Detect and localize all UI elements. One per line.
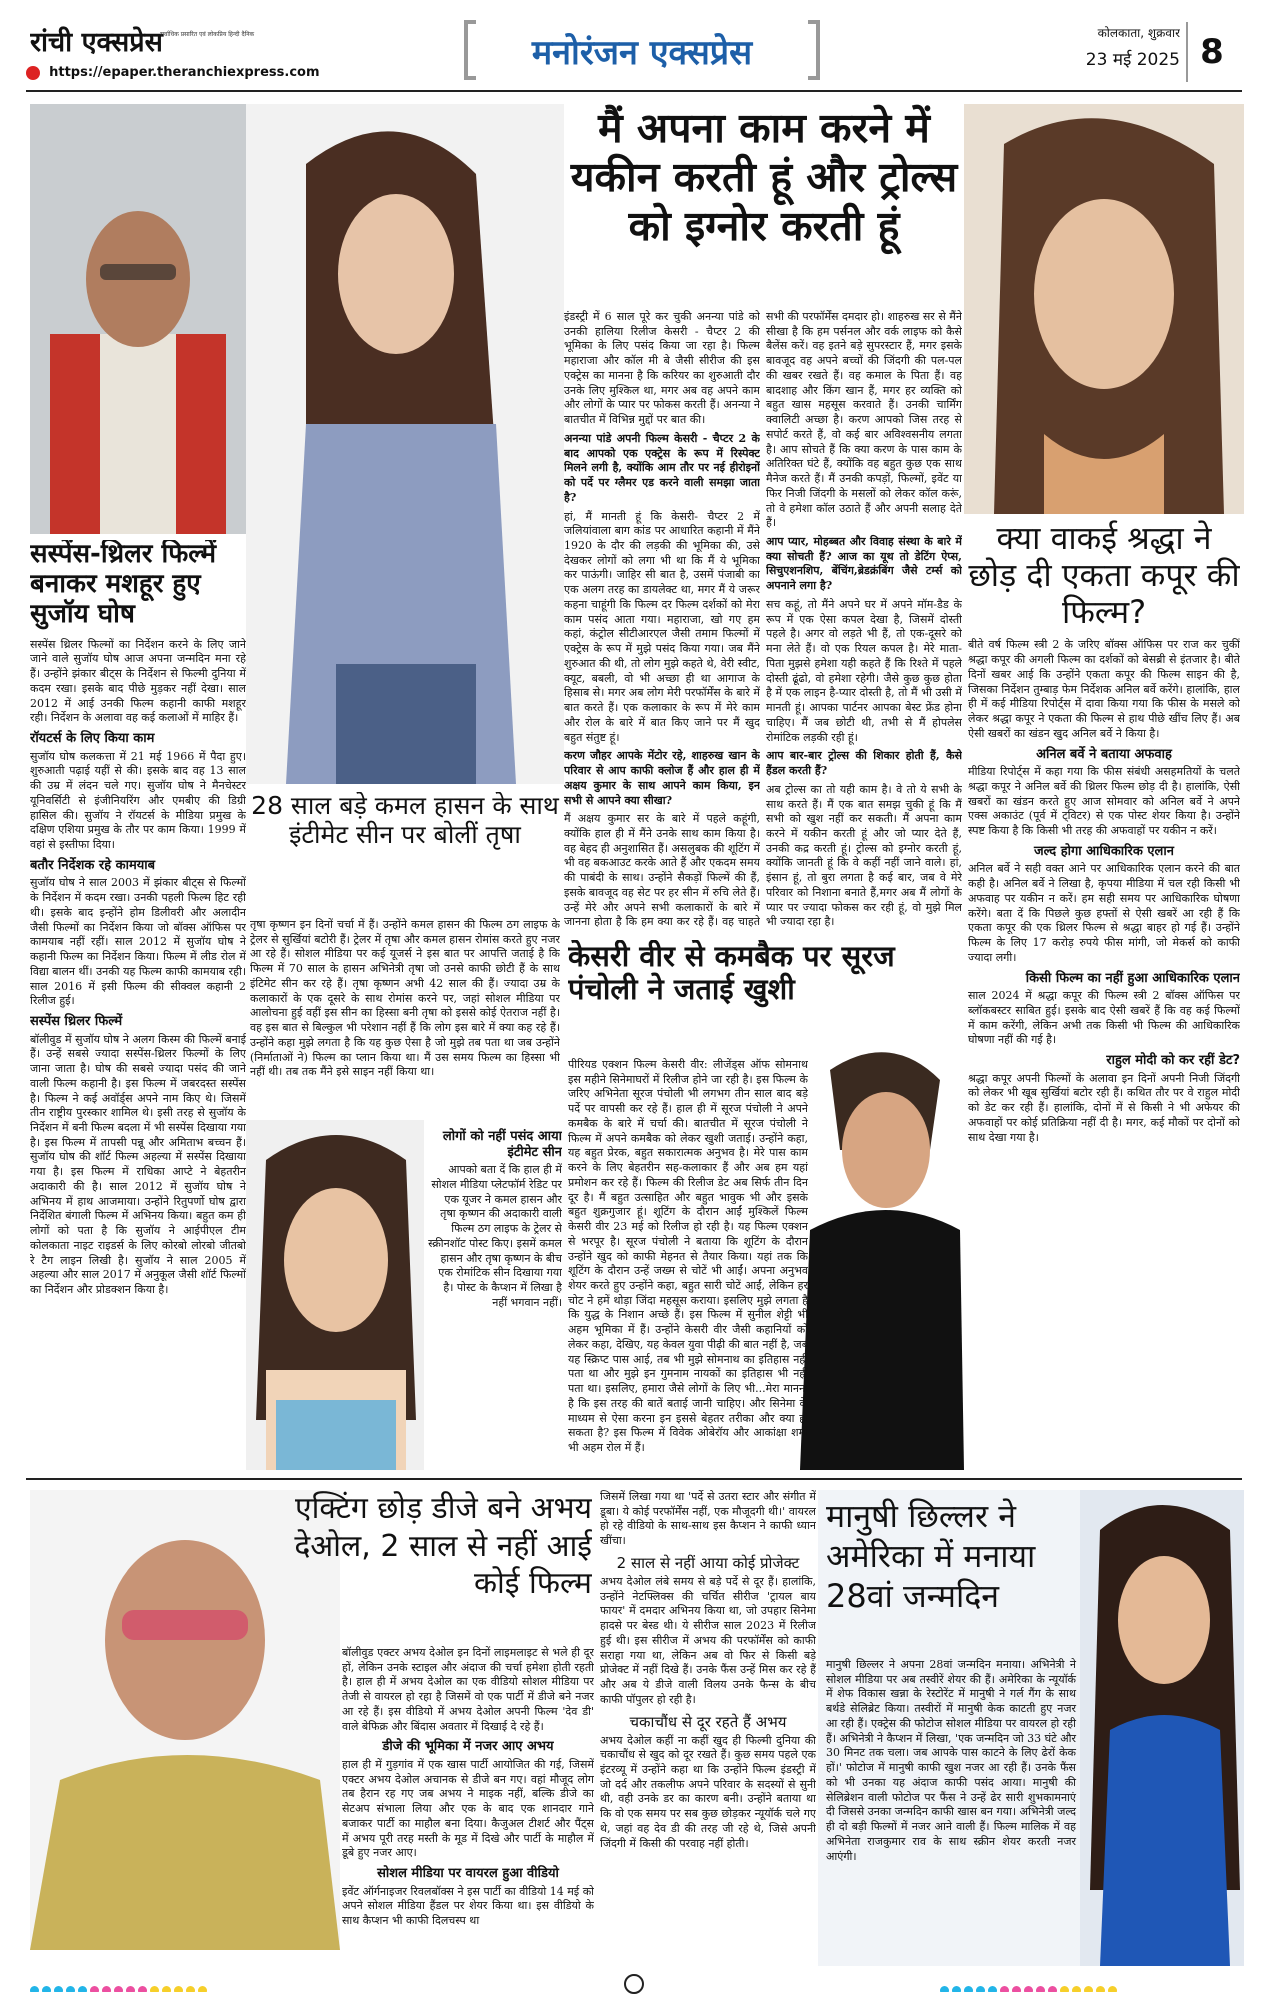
sujoy-headline: सस्पेंस-थ्रिलर फिल्में बनाकर मशहूर हुए सुजॉय घोष (30, 540, 217, 629)
register-dot (138, 1986, 147, 1992)
register-dot (42, 1986, 51, 1992)
register-dot (54, 1986, 63, 1992)
register-dot (1048, 1986, 1057, 1992)
bottom-rule (26, 1478, 1242, 1480)
sooraj-text (568, 1058, 808, 1468)
ananya-col-2 (766, 310, 962, 930)
sujoy-sub-2: बतौर निर्देशक रहे कामयाब (30, 857, 156, 873)
abhay-sub-1: डीजे की भूमिका में नजर आए अभय (382, 1739, 554, 1755)
ananya-col-1 (564, 310, 760, 930)
register-dot (78, 1986, 87, 1992)
epaper-url[interactable]: https://epaper.theranchiexpress.com (49, 65, 320, 80)
ananya-question-2: करण जौहर आपके मेंटोर रहे, शाहरुख खान के परिवार से आप काफी क्लोज हैं और हाल ही में अक्षय कुमार के साथ आपने काम किया, इन सभी से आपने क्या सीखा? (564, 749, 760, 807)
register-dot (940, 1986, 949, 1992)
ananya-question-1: अनन्या पांडे अपनी फिल्म केसरी - चैप्टर 2 के बाद आपको एक एक्ट्रेस के रूप में रिस्पेक्ट मिलने लगी है, क्योंकि आम तौर पर नई हीरोइनों को पर्दे पर ग्लैमर एड करने वाली समझा जाता है? (564, 431, 760, 504)
register-dot (126, 1986, 135, 1992)
abhay-text-1: हाल ही में गुड़गांव में एक खास पार्टी आयोजित की गई, जिसमें एक्टर अभय देओल अचानक से डीजे बन गए। वहां मौजूद लोग तब हैरान रह गए जब अभय ने माइक नहीं, बल्कि डीजे का सेटअप संभाला लिया और एक के बाद एक शानदार गाने बजाकर पार्टी का माहौल बना दिया। कैजुअल टीशर्ट और पैंट्स में अभय पूरी तरह मस्ती के मूड में दिखे और पार्टी के माहौल में डूबे हुए नजर आए। (342, 1758, 594, 1860)
register-dot (1012, 1986, 1021, 1992)
register-dot (174, 1986, 183, 1992)
register-dot (976, 1986, 985, 1992)
register-dot (66, 1986, 75, 1992)
abhay-sub-2: सोशल मीडिया पर वायरल हुआ वीडियो (377, 1866, 559, 1882)
url-bar (26, 62, 346, 82)
masthead (0, 0, 1268, 92)
register-dot (1072, 1986, 1081, 1992)
register-dot (952, 1986, 961, 1992)
ananya-para-1: इंडस्ट्री में 6 साल पूरे कर चुकी अनन्या पांडे को उनकी हालिया रिलीज केसरी - चैप्टर 2 की भूमिका के लिए पसंद किया जा रहा है। फिल्म महाराजा और कॉल मी बे जैसी सीरीज की इस एक्ट्रेस का मानना है कि करियर का शुरुआती दौर उनके लिए मुश्किल था, मगर अब वह अपने काम और लोगों के प्यार पर फोकस करती हैं। अनन्या ने बातचीत में विभिन्न मुद्दों पर बात की। (564, 310, 760, 427)
abhay-sub-4: चकाचौंध से दूर रहते हैं अभय (629, 1712, 787, 1731)
abhay-headline: एक्टिंग छोड़ डीजे बने अभय देओल, 2 साल से नहीं आई कोई फिल्म (294, 1491, 592, 1601)
sooraj-headline: केसरी वीर से कमबैक पर सूरज पंचोली ने जताई खुशी (568, 940, 895, 1007)
abhay-intro: बॉलीवुड एक्टर अभय देओल इन दिनों लाइमलाइट से भले ही दूर हों, लेकिन उनके स्टाइल और अंदाज की चर्चा हमेशा होती रहती है। हाल ही में अभय देओल का एक वीडियो सोशल मीडिया पर तेजी से वायरल हो रहा है जिसमें वो एक पार्टी में डीजे बने नजर आ रहे हैं। इस वीडियो में अभय देओल अपनी फिल्म 'देव डी' वाले बेफिक्र और बिंदास अवतार में दिखाई दे रहे हैं। (342, 1646, 594, 1733)
ananya-headline-box (568, 104, 960, 304)
ananya-para-2: हां, मैं मानती हूं कि केसरी- चैप्टर 2 में जलियांवाला बाग कांड पर आधारित कहानी में मैंने 1920 के दौर की लड़की की भूमिका की, उसे देखकर लोगों को लगा भी था कि मैं ये भूमिका कर पाऊंगी। जाहिर सी बात है, उसमें पंजाबी का एक अलग तरह का डायलेक्ट था, मगर मैं ये जरूर कहना चाहूंगी कि फिल्म दर फिल्म दर्शकों को मेरा काम पसंद आता गया। महाराजा, खो गए हम कहां, कंट्रोल सीटीआरएल जैसी तमाम फिल्मों में एक्ट्रेस के रूप में मुझे पसंद किया गया। जब मैंने शुरुआत की थी, तो लोग मुझे कहते थे, वेरी स्वीट, क्यूट, बबली, वो भी अच्छा ही था आगाज के हिसाब से। मगर अब लोग मेरी परफॉर्मेंस के बारे में बात करते हैं। एक कलाकार के रूप में मेरे काम और रोल के बारे में बात किए जाने पर मैं खुद बहुत संतुष्ट हूं। (564, 509, 760, 744)
ananya-headline: मैं अपना काम करने में यकीन करती हूं और ट्रोल्स को इग्नोर करती हूं (570, 104, 958, 251)
manushi-chhillar-photo (1080, 1490, 1244, 1966)
ananya-para-6: अब ट्रोल्स का तो यही काम है। वे तो ये सभी के साथ करते हैं। मैं एक बात समझ चुकी हूं कि मैं सभी को खुश नहीं कर सकती। मैं अपना काम करने में यकीन करती हूं और जो प्यार देते हैं, उनकी कद्र करती हूं। ट्रोल्स को इग्नोर करती हूं, क्योंकि जानती हूं कि वे कहीं नहीं जाने वाले। हां, इंसान हूं, तो बुरा लगता है कई बार, जब वे मेरे परिवार को निशाना बनाते हैं,मगर अब मैं लोगों के प्यार पर ज्यादा फोकस कर रही हूं, वो मुझे मिल भी ज्यादा रहा है। (766, 782, 962, 929)
trisha-para: तृषा कृष्णन इन दिनों चर्चा में हैं। उन्होंने कमल हासन की फिल्म ठग लाइफ के ट्रेलर से सुर्खियां बटोरी हैं। ट्रेलर में तृषा और कमल हासन रोमांस करते हुए नजर आ रहे हैं। सोशल मीडिया पर कई यूजर्स ने इस बात पर आपत्ति जताई है कि फिल्म में 70 साल के हासन अभिनेत्री तृषा जो उनसे काफी छोटी हैं के साथ इंटिमेट सीन कर रहे हैं। तृषा कृष्णन अभी 42 साल की हैं। ज्यादा उम्र के कलाकारों के एक दूसरे के साथ रोमांस करने पर, जहां सोशल मीडिया पर आलोचना हुई वहीं इस सीन का हिस्सा बनी तृषा को इससे कोई ऐतराज नहीं है। वह इस बात से बिल्कुल भी परेशान नहीं हैं कि लोग इस बारे में क्या कह रहे हैं। उन्होंने कहा मुझे लगता है कि यह कुछ ऐसा है जो मुझे तब पता था जब उन्होंने (निर्माताओं ने) फिल्म का प्लान किया था। मैं उस समय फिल्म का हिस्सा भी नहीं थी। तब तक मैंने इसे साइन नहीं किया था। (250, 918, 560, 1079)
sooraj-pancholi-photo (790, 1030, 964, 1470)
trisha-sub-title: लोगों को नहीं पसंद आया इंटीमेट सीन (442, 1129, 562, 1160)
trisha-headline-box (250, 792, 560, 912)
register-dot (198, 1986, 207, 1992)
manushi-text: मानुषी छिल्लर ने अपना 28वां जन्मदिन मनाया। अभिनेत्री ने सोशल मीडिया पर अब तस्वीरें शेयर की हैं। अमेरिका के न्यूयॉर्क में शेफ विकास खन्ना के रेस्टोरेंट में मानुषी ने गर्ल गैंग के साथ बर्थडे सेलिब्रेट किया। तस्वीरों में मानुषी केक काटती हुए नजर आ रही हैं। एक्ट्रेस की फोटोज सोशल मीडिया पर वायरल हो रही हैं। अभिनेत्री ने कैप्शन में लिखा, 'एक जन्मदिन जो 33 घंटे और 30 मिनट तक चला। जब आपके पास काटने के लिए ढेरों केक हों।' फोटोज में मानुषी काफी खुश नजर आ रही हैं। उनके फैंस को भी उनका यह अंदाज काफी पसंद आया। मानुषी की सेलिब्रेशन वाली फोटोज पर फैंस ने उन्हें ढेर सारी शुभकामनाएं दी जिससे उनका जन्मदिन काफी खास बन गया। अभिनेत्री जल्द ही दो बड़ी फिल्मों में नजर आने वाली हैं। फिल्म मालिक में वह अभिनेता राजकुमार राव के साथ स्क्रीन शेयर करती नजर आएंगी। (826, 1658, 1076, 1863)
trisha-photo (246, 1120, 424, 1470)
shraddha-text-4: श्रद्धा कपूर अपनी फिल्मों के अलावा इन दिनों अपनी निजी जिंदगी को लेकर भी खूब सुर्खियां बटोर रही हैं। कथित तौर पर वे राहुल मोदी को डेट कर रही हैं। हालांकि, दोनों में से किसी ने भी अफेयर की अफवाहों पर कोई प्रतिक्रिया नहीं दी है। मगर, कई मौकों पर दोनों को साथ देखा गया है। (968, 1071, 1240, 1144)
dateline (1040, 24, 1180, 84)
section-title: मनोरंजन एक्सप्रेस (531, 33, 753, 73)
abhay-col-2 (600, 1490, 816, 1966)
register-dot (988, 1986, 997, 1992)
color-register-left (30, 1980, 330, 1992)
ananya-question-3: आप प्यार, मोहब्बत और विवाह संस्था के बारे में क्या सोचती हैं? आज का यूथ तो डेटिंग ऐप्स, सिचुएशनशिप, बेंचिंग,ब्रेडक्रंबिंग जैसे टर्म्स को अपनाने लगा है? (766, 535, 962, 593)
register-dot (186, 1986, 195, 1992)
register-dot (1096, 1986, 1105, 1992)
trisha-sub-text: आपको बता दें कि हाल ही में सोशल मीडिया प्लेटफॉर्म रेडिट पर एक यूजर ने कमल हासन और तृषा कृष्णन की अदाकारी वाली फिल्म ठग लाइफ के ट्रेलर से स्क्रीनशॉट पोस्ट किए। इसमें कमल हासन और तृषा कृष्णन के बीच एक रोमांटिक सीन दिखाया गया है। पोस्ट के कैप्शन में लिखा है नहीं भगवान नहीं। (428, 1163, 562, 1309)
city-day: कोलकाता, शुक्रवार (1097, 26, 1180, 40)
manushi-headline: मानुषी छिल्लर ने अमेरिका में मनाया 28वां जन्मदिन (826, 1497, 1036, 1615)
ananya-para-5: सच कहूं, तो मैंने अपने घर में अपने मॉम-डैड के रूप में एक ऐसा कपल देखा है, जिसमें दोस्ती पहले है। अगर वो लड़ते भी हैं, तो एक-दूसरे को मना लेते हैं। वो एक रियल कपल है। मेरे माता-पिता मुझसे हमेशा यही कहते हैं कि रिश्ते में पहले दोस्ती ढूंढो, वो हमेशा रहेगी। जैसे कुछ कुछ होता है में एक लाइन है-प्यार दोस्ती है, तो मैं भी उसी में मानती हूं। आपका पार्टनर आपका बेस्ट फ्रेंड होना चाहिए। मैं जब छोटी थी, तभी से मैं होपलेस रोमांटिक लड़की रही हूं। (766, 597, 962, 744)
ananya-question-4: आप बार-बार ट्रोल्स की शिकार होती हैं, कैसे हैंडल करती हैं? (766, 749, 962, 778)
ananya-para-4: सभी की परफॉर्मेंस दमदार हो। शाहरुख सर से मैंने सीखा है कि हम पर्सनल और वर्क लाइफ को कैसे बैलेंस करें। वह इतने बड़े सुपरस्टार हैं, मगर इसके बावजूद वह अपने बच्चों की जिंदगी की पल-पल की खबर रखते हैं। वह कमाल के पिता हैं। वह बादशाह और किंग खान हैं, मगर हर व्यक्ति को बहुत खास महसूस करवाते हैं। उनकी चार्मिंग क्वालिटी अच्छा है। करण आपको जिस तरह से सपोर्ट करते हैं, वो कई बार अविश्वसनीय लगता है। आप सोचते हैं कि क्या करण के पास काम के अतिरिक्त घंटे हैं, क्योंकि वह बहुत कुछ एक साथ मैनेज करते हैं। मैं उनकी कपड़ों, फिल्मों, इवेंट या फिर निजी जिंदगी के मसलों को लेकर कॉल करूं, तो वे हमेशा कॉल उठाते हैं और अपनी सलाह देते हैं। (766, 310, 962, 530)
shraddha-sub-3: किसी फिल्म का नहीं हुआ आधिकारिक एलान (1025, 970, 1240, 986)
abhay-text-2: इवेंट ऑर्गनाइजर रिवलबॉक्स ने इस पार्टी का वीडियो 14 मई को अपने सोशल मीडिया हैंडल पर शेयर किया था। इस वीडियो के साथ कैप्शन भी काफी दिलचस्प था (342, 1884, 594, 1928)
register-dot (114, 1986, 123, 1992)
sujoy-ghosh-photo (30, 104, 246, 534)
register-dot (90, 1986, 99, 1992)
trisha-text (250, 918, 560, 1118)
page-number: 8 (1186, 22, 1236, 82)
sooraj-para: पीरियड एक्शन फिल्म केसरी वीर: लीजेंड्स ऑफ सोमनाथ इस महीने सिनेमाघरों में रिलीज होने जा रही है। इस फिल्म के जरिए अभिनेता सूरज पंचोली भी लगभग तीन साल बाद बड़े पर्दे पर वापसी कर रहे हैं। हाल ही में सूरज पंचोली ने अपने कमबैक के बारे में चर्चा की। बातचीत में सूरज पंचोली ने फिल्म में अपने कमबैक को लेकर खुशी जताई। उन्होंने कहा, यह बहुत प्रेरक, बहुत सकारात्मक अनुभव है। मेरे पास काम करने के लिए बेहतरीन सह-कलाकार हैं और अब हम यहां प्रमोशन कर रहे हैं। फिल्म की रिलीज डेट अब सिर्फ तीन दिन दूर है। मैं बहुत उत्साहित और बहुत भावुक भी और इसके बहुत शुक्रगुजार हूं। शूटिंग के दौरान आईं मुश्किलें फिल्म केसरी वीर 23 मई को रिलीज हो रही है। यह फिल्म एक्शन से भरपूर है। सूरज पंचोली ने बताया कि शूटिंग के दौरान उन्होंने खुद को काफी मेहनत से तैयार किया। यहां तक कि शूटिंग के दौरान उन्हें जख्म से चोटें भी आईं। अपना अनुभव शेयर करते हुए उन्होंने कहा, बहुत सारी चोटें आईं, लेकिन हर चोट ने हमें थोड़ा जिंदा महसूस कराया। इसलिए मुझे लगता है कि युद्ध के निशान अच्छे हैं। इस फिल्म में सुनील शेट्टी भी अहम भूमिका में हैं। उन्होंने केसरी वीर जैसी कहानियों को लेकर कहा, देखिए, यह केवल युवा पीढ़ी की बात नहीं है, जब यह स्क्रिप्ट पास आई, तब भी मुझे सोमनाथ का इतिहास नहीं पता था और मुझे इन गुमनाम नायकों का इतिहास भी नहीं पता था। इसलिए, हमारा जैसे लोगों के लिए भी...मेरा मानना है कि इस तरह की बातें बताई जानी चाहिए। और सिनेमा के माध्यम से ऐसा करना इन इससे बेहतर तरीका और क्या हो सकता है? इस फिल्म में विवेक ओबेरॉय और आकांक्षा शर्मा भी अहम रोल में हैं। (568, 1058, 808, 1455)
shraddha-sub-1: अनिल बर्वे ने बताया अफवाह (1036, 746, 1172, 762)
abhay-col-1 (342, 1646, 594, 1966)
shraddha-article (968, 520, 1240, 1470)
register-dot (964, 1986, 973, 1992)
footer (0, 1972, 1268, 2000)
register-dot (162, 1986, 171, 1992)
trisha-headline: 28 साल बड़े कमल हासन के साथ इंटीमेट सीन पर बोलीं तृषा (251, 792, 559, 849)
sujoy-intro: सस्पेंस थ्रिलर फिल्मों का निर्देशन करने के लिए जाने जाने वाले सुजॉय घोष आज अपना जन्मदिन मना रहे हैं। उन्होंने झंकार बीट्स के निर्देशन से फिल्मी दुनिया में कदम रखा। इसके बाद पीछे मुड़कर नहीं देखा। साल 2012 में आई उनकी फिल्म कहानी काफी मशहूर रही। निर्देशन के अलावा वह कई कलाओं में माहिर हैं। (30, 637, 246, 725)
shraddha-text-1: मीडिया रिपोर्ट्स में कहा गया कि फीस संबंधी असहमतियों के चलते श्रद्धा कपूर ने अनिल बर्वे की थ्रिलर फिल्म छोड़ दी है। हालांकि, ऐसी खबरों का खंडन करते हुए आज सोमवार को अनिल बर्वे ने अपने एक्स अकाउंट (पूर्व में ट्विटर) से एक पोस्ट शेयर किया है। उन्होंने स्पष्ट किया है कि किसी भी तरह की अफवाहों पर यकीन न करें। (968, 765, 1240, 838)
shraddha-intro: बीते वर्ष फिल्म स्त्री 2 के जरिए बॉक्स ऑफिस पर राज कर चुकीं श्रद्धा कपूर की अगली फिल्म का दर्शकों को बेसब्री से इंतजार है। बीते दिनों खबर आई कि उन्होंने एकता कपूर की फिल्म साइन की है, जिसका निर्देशन तुम्बाड़ फेम निर्देशक अनिल बर्वे करेंगे। हालांकि, हाल ही में कई मीडिया रिपोर्ट्स में दावा किया गया कि फीस के मसले को लेकर श्रद्धा कपूर ने एकता की फिल्म से हाथ पीछे खींच लिए हैं। अब ऐसी खबरों का खंडन खुद अनिल बर्वे ने किया है। (968, 638, 1240, 740)
shraddha-text-3: साल 2024 में श्रद्धा कपूर की फिल्म स्त्री 2 बॉक्स ऑफिस पर ब्लॉकबस्टर साबित हुई। इसके बाद ऐसी खबरें हैं कि वह कई फिल्मों में काम करेंगी, लेकिन अभी तक किसी भी फिल्म की आधिकारिक घोषणा नहीं की गई है। (968, 989, 1240, 1047)
shraddha-sub-4: राहुल मोदी को कर रहीं डेट? (1106, 1053, 1240, 1069)
color-register-right (940, 1980, 1240, 1992)
logo-tagline: सर्वाधिक प्रसारित एवं लोकप्रिय हिन्दी दैनिक (160, 31, 255, 38)
header-rule (26, 90, 1242, 92)
globe-icon (26, 66, 40, 80)
registration-mark-icon (624, 1974, 644, 1994)
abhay-headline-box (262, 1490, 592, 1640)
register-dot (102, 1986, 111, 1992)
sujoy-sub-1: रॉयटर्स के लिए किया काम (30, 731, 155, 747)
trisha-sub-article (428, 1124, 562, 1468)
shraddha-kapoor-photo (964, 104, 1244, 514)
sujoy-text-3: बॉलीवुड में सुजॉय घोष ने अलग किस्म की फिल्में बनाई हैं। उन्हें सबसे ज्यादा सस्पेंस-थ्रिलर फिल्मों के लिए जाना जाता है। घोष की सबसे ज्यादा पसंद की जाने वाली फिल्म कहानी है। इस फिल्म में जबरदस्त सस्पेंस है। फिल्म ने कई अवॉर्ड्स अपने नाम किए थे। जिसमें तीन राष्ट्रीय पुरस्कार शामिल थे। इसी तरह से सुजॉय के निर्देशन में बनी फिल्म बदला में भी सस्पेंस दिखाया गया है। इस फिल्म में तापसी पन्नू और अमिताभ बच्चन हैं। सुजॉय घोष की शॉर्ट फिल्म अहल्या में सस्पेंस दिखाया गया है। इस फिल्म में राधिका आप्टे ने बेहतरीन अदाकारी की है। साल 2012 में सुजॉय घोष ने अभिनय में हाथ आजमाया। उन्होंने रितुपर्णो घोष द्वारा निर्देशित बंगाली फिल्म में अभिनय किया। बहुत कम ही लोगों को पता है कि सुजॉय ने आईपीएल टीम कोलकाता नाइट राइडर्स के लिए कोरबो लोरबो जीतबो रे टैग लाइन लिखी है। सुजॉय ने साल 2005 में अहल्या और साल 2017 में अनुकूल जैसी शॉर्ट फिल्मों का निर्देशन और प्रोडक्शन किया है। (30, 1032, 246, 1297)
register-dot (1036, 1986, 1045, 1992)
ananya-panday-photo (246, 104, 564, 784)
abhay-sub-3: 2 साल से नहीं आया कोई प्रोजेक्ट (616, 1553, 800, 1572)
issue-date: 23 मई 2025 (1085, 50, 1180, 70)
ananya-para-3: मैं अक्षय कुमार सर के बारे में पहले कहूंगी, क्योंकि हाल ही में मैंने उनके साथ काम किया है। वह बेहद ही अनुशासित हैं। असलुबक की शूटिंग में भी वह बकआउट करके आते हैं और एकदम समय की पाबंदी के साथ। उन्होंने सैकड़ों फिल्में की हैं, इसके बावजूद वह सेट पर हर सीन में रुचि लेते हैं। उन्हें मेरे और अपने सभी कलाकारों के बारे में जानना होता है कि हम क्या कर रहे हैं। वह चाहते (564, 812, 760, 929)
register-dot (1060, 1986, 1069, 1992)
section-banner (462, 18, 822, 82)
register-dot (30, 1986, 39, 1992)
shraddha-sub-2: जल्द होगा आधिकारिक एलान (1034, 843, 1174, 859)
sujoy-text-1: सुजॉय घोष कलकत्ता में 21 मई 1966 में पैदा हुए। शुरुआती पढ़ाई यहीं से की। इसके बाद वह 13 साल की उम्र में लंदन चले गए। सुजॉय घोष ने मैनचेस्टर यूनिवर्सिटी से इंजीनियरिंग और एमबीए की डिग्री हासिल की। सुजॉय ने रॉयटर्स के मीडिया प्रमुख के दक्षिण एशिया प्रमुख के तौर पर काम किया। 1999 में वहां से इस्तीफा दिया। (30, 749, 246, 852)
logo-text: रांची एक्सप्रेस (30, 27, 163, 58)
register-dot (150, 1986, 159, 1992)
abhay-col2-text: जिसमें लिखा गया था 'पर्दे से उतरा स्टार और संगीत में डूबा। ये कोई परफॉर्मेंस नहीं, एक मौजूदगी थी।' वायरल हो रहे वीडियो के साथ-साथ इस कैप्शन ने काफी ध्यान खींचा। (600, 1490, 816, 1548)
register-dot (1024, 1986, 1033, 1992)
abhay-text-4: अभय देओल कहीं ना कहीं खुद ही फिल्मी दुनिया की चकाचौंध से खुद को दूर रखते हैं। कुछ समय पहले एक इंटरव्यू में उन्होंने कहा था कि उन्होंने फिल्म इंडस्ट्री में जो दर्द और तकलीफ अपने परिवार के सदस्यों से सुनी थी, वही उनके डर का कारण बनी। उन्होंने बताया था कि वो एक समय पर सब कुछ छोड़कर न्यूयॉर्क चले गए थे, जहां वह देव डी की तरह जी रहे थे, जिसे अपनी जिंदगी में किसी की परवाह नहीं होती। (600, 1733, 816, 1850)
shraddha-headline: क्या वाकई श्रद्धा ने छोड़ दी एकता कपूर की फिल्म? (968, 520, 1240, 631)
sujoy-text-2: सुजॉय घोष ने साल 2003 में झंकार बीट्स से फिल्मों के निर्देशन में कदम रखा। उनकी पहली फिल्म हिट रही थी। इसके बाद इन्होंने होम डिलीवरी और अलादीन जैसी फिल्मों का निर्देशन किया जो बॉक्स ऑफिस पर कामयाब नहीं रहीं। साल 2012 में सुजॉय घोष ने कहानी फिल्म का निर्देशन किया। फिल्म में लीड रोल में विद्या बालन थीं। उनकी यह फिल्म काफी कामयाब रही। साल 2016 में इसी फिल्म की सीक्वल कहानी 2 रिलीज हुई। (30, 876, 246, 1008)
register-dot (1084, 1986, 1093, 1992)
sujoy-sub-3: सस्पेंस थ्रिलर फिल्में (30, 1014, 123, 1030)
register-dot (1108, 1986, 1117, 1992)
register-dot (1000, 1986, 1009, 1992)
shraddha-text-2: अनिल बर्वे ने सही वक्त आने पर आधिकारिक एलान करने की बात कही है। अनिल बर्वे ने लिखा है, कृपया मीडिया में चल रही किसी भी अफवाह पर यकीन न करें। हम सही समय पर आधिकारिक घोषणा करेंगे। बता दें कि पिछले कुछ हफ्तों से ऐसी खबरें आ रही हैं कि एकता कपूर की एक थ्रिलर फिल्म से श्रद्धा बाहर हो गई हैं। उन्होंने फिल्म के लिए 17 करोड़ रुपये फीस मांगी, जो मेकर्स को काफी ज्यादा लगी। (968, 862, 1240, 964)
abhay-text-3: अभय देओल लंबे समय से बड़े पर्दे से दूर हैं। हालांकि, उन्होंने नेटफ्लिक्स की चर्चित सीरीज 'ट्रायल बाय फायर' में दमदार अभिनय किया था, जो उपहार सिनेमा हादसे पर बेस्ड थी। ये सीरीज साल 2023 में रिलीज हुई थी। इस सीरीज में अभय की परफॉर्मेंस को काफी सराहा गया था, लेकिन अब वो फिर से किसी बड़े प्रोजेक्ट में नहीं दिखे हैं। उनके फैंस उन्हें मिस कर रहे हैं और अब ये डीजे वाली विलय उनके फैन्स के बीच काफी पॉपुलर हो रही है। (600, 1574, 816, 1706)
manushi-article (818, 1490, 1244, 1966)
sujoy-article (30, 540, 246, 1470)
